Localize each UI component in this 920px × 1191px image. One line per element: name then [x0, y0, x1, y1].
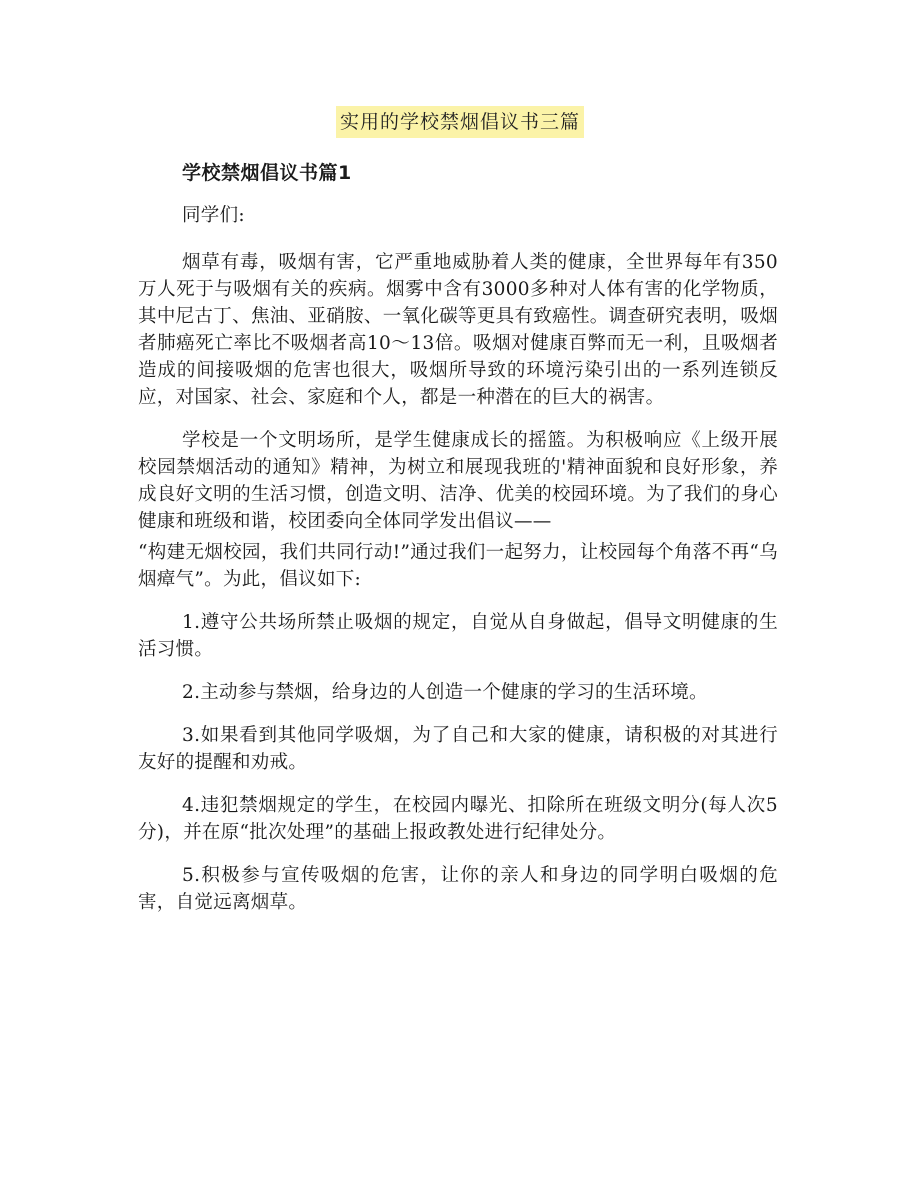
document-title: 实用的学校禁烟倡议书三篇	[336, 106, 584, 138]
paragraph-harm: 烟草有毒，吸烟有害，它严重地威胁着人类的健康，全世界每年有350万人死于与吸烟有关的疾病。烟雾中含有3000多种对人体有害的化学物质，其中尼古丁、焦油、亚硝胺、一氧化碳等更具有致癌性。调查研究表明，吸烟者肺癌死亡率比不吸烟者高10～13倍。吸烟对健康百弊而无一利，且吸烟者造成的间接吸烟的危害也很大，吸烟所导致的环境污染引出的一系列连锁反应，对国家、社会、家庭和个人，都是一种潜在的巨大的祸害。	[138, 252, 778, 408]
list-item: 3.如果看到其他同学吸烟，为了自己和大家的健康，请积极的对其进行友好的提醒和劝戒。	[138, 725, 778, 773]
list-item: 1.遵守公共场所禁止吸烟的规定，自觉从自身做起，倡导文明健康的生活习惯。	[138, 612, 778, 660]
document-body	[138, 158, 778, 932]
list-item: 2.主动参与禁烟，给身边的人创造一个健康的学习的生活环境。	[182, 682, 708, 703]
section-heading: 学校禁烟倡议书篇1	[182, 162, 352, 184]
paragraph-slogan: “构建无烟校园，我们共同行动!”通过我们一起努力，让校园每个角落不再“乌烟瘴气”。为此，倡议如下:	[138, 542, 778, 590]
list-item: 4.违犯禁烟规定的学生，在校园内曝光、扣除所在班级文明分(每人次5分)，并在原“批次处理”的基础上报政教处进行纪律处分。	[138, 795, 778, 843]
title-container	[0, 106, 920, 138]
salutation: 同学们:	[182, 205, 245, 226]
list-item: 5.积极参与宣传吸烟的危害，让你的亲人和身边的同学明白吸烟的危害，自觉远离烟草。	[138, 865, 778, 913]
paragraph-school: 学校是一个文明场所，是学生健康成长的摇篮。为积极响应《上级开展校园禁烟活动的通知》精神，为树立和展现我班的'精神面貌和良好形象，养成良好文明的生活习惯，创造文明、洁净、优美的校园环境。为了我们的身心健康和班级和谐，校团委向全体同学发出倡议——	[138, 430, 778, 532]
